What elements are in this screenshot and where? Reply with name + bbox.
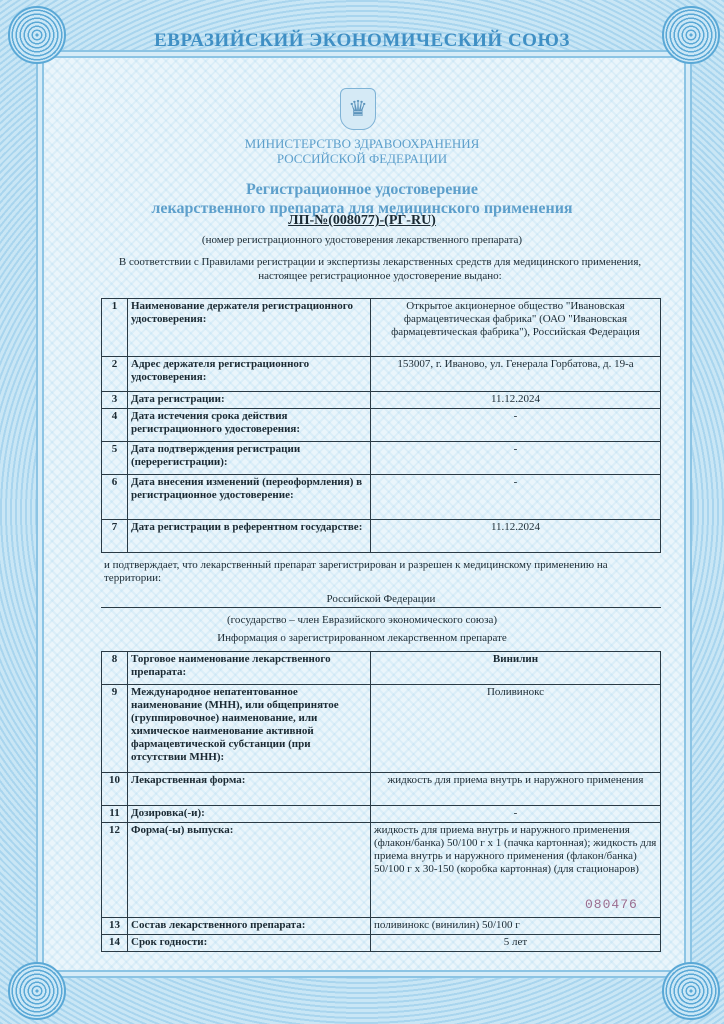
title-line-2: лекарственного препарата для медицинского применения (151, 200, 573, 217)
row-label: Состав лекарственного препарата: (128, 918, 371, 935)
ministry-line-2: РОССИЙСКОЙ ФЕДЕРАЦИИ (276, 151, 448, 166)
row-number: 10 (102, 773, 128, 806)
row-value: жидкость для приема внутрь и наружного применения (371, 773, 661, 806)
row-number: 4 (102, 409, 128, 442)
confirm-text: и подтверждает, что лекарственный препарат зарегистрирован и разрешен к медицинскому применению на территории: (104, 559, 608, 584)
row-number: 11 (102, 806, 128, 823)
table-row (102, 442, 661, 475)
ministry-line-1: МИНИСТЕРСТВО ЗДРАВООХРАНЕНИЯ (244, 136, 480, 151)
row-number: 13 (102, 918, 128, 935)
table-row (102, 392, 661, 409)
row-value: - (371, 442, 661, 475)
row-value: 11.12.2024 (371, 392, 661, 409)
row-label: Дата истечения срока действия регистрационного удостоверения: (128, 409, 371, 442)
row-number: 1 (102, 299, 128, 357)
table-row (102, 918, 661, 935)
row-value: Винилин (371, 652, 661, 685)
serial-number: 080476 (585, 897, 638, 912)
table-row (102, 409, 661, 442)
row-number: 9 (102, 685, 128, 773)
title-line-1: Регистрационное удостоверение (246, 181, 478, 198)
coat-of-arms-icon: ♛ (340, 88, 376, 130)
row-label: Международное непатентованное наименование (МНН), или общепринятое (группировочное) наименование, или химическое наименование активной фармацевтической субстанции (при отсутствии МНН): (128, 685, 371, 773)
table-row (102, 520, 661, 553)
table-row (102, 299, 661, 357)
row-value: Поливинокс (371, 685, 661, 773)
corner-rosette-bottom-right (662, 962, 720, 1020)
row-label: Дата подтверждения регистрации (перерегистрации): (128, 442, 371, 475)
registration-number-caption: (номер регистрационного удостоверения лекарственного препарата) (201, 234, 523, 246)
row-value: - (371, 806, 661, 823)
table-row (102, 475, 661, 520)
row-value: 11.12.2024 (371, 520, 661, 553)
row-label: Наименование держателя регистрационного удостоверения: (128, 299, 371, 357)
row-number: 12 (102, 823, 128, 918)
ministry-name (0, 136, 724, 166)
territory: Российской Федерации (101, 593, 661, 608)
row-number: 14 (102, 935, 128, 952)
corner-rosette-bottom-left (8, 962, 66, 1020)
row-label: Дата регистрации в референтном государстве: (128, 520, 371, 553)
table-row (102, 806, 661, 823)
row-value: жидкость для приема внутрь и наружного применения (флакон/банка) 50/100 г х 1 (пачка картонная); жидкость для приема внутрь и наружного применения (флакон/банка) 50/100 г х 30-150 (коробка картонная) (для стационаров) (371, 823, 661, 918)
row-number: 2 (102, 357, 128, 392)
row-label: Срок годности: (128, 935, 371, 952)
intro-text: В соответствии с Правилами регистрации и экспертизы лекарственных средств для медицинского применения, настоящее регистрационное удостоверение выдано: (118, 256, 642, 282)
table-row (102, 823, 661, 918)
row-number: 6 (102, 475, 128, 520)
row-label: Дозировка(-и): (128, 806, 371, 823)
holder-table (101, 298, 661, 553)
row-label: Лекарственная форма: (128, 773, 371, 806)
row-label: Дата регистрации: (128, 392, 371, 409)
row-value: - (371, 409, 661, 442)
table-row (102, 652, 661, 685)
union-header: ЕВРАЗИЙСКИЙ ЭКОНОМИЧЕСКИЙ СОЮЗ (154, 30, 570, 51)
drug-table (101, 651, 661, 952)
row-value: поливинокс (винилин) 50/100 г (371, 918, 661, 935)
row-number: 7 (102, 520, 128, 553)
territory-caption: (государство – член Евразийского экономического союза) (227, 614, 497, 626)
row-label: Торговое наименование лекарственного препарата: (128, 652, 371, 685)
table-row (102, 685, 661, 773)
drug-info-heading: Информация о зарегистрированном лекарственном препарате (217, 632, 507, 644)
row-value: Открытое акционерное общество "Ивановская фармацевтическая фабрика" (ОАО "Ивановская фармацевтическая фабрика"), Российская Федерация (371, 299, 661, 357)
table-row (102, 357, 661, 392)
row-value: 153007, г. Иваново, ул. Генерала Горбатова, д. 19-а (371, 357, 661, 392)
row-value: 5 лет (371, 935, 661, 952)
row-number: 8 (102, 652, 128, 685)
row-label: Дата внесения изменений (переоформления) в регистрационное удостоверение: (128, 475, 371, 520)
table-row (102, 773, 661, 806)
registration-number: ЛП-№(008077)-(РГ-RU) (288, 213, 436, 228)
row-number: 5 (102, 442, 128, 475)
row-label: Форма(-ы) выпуска: (128, 823, 371, 918)
table-row (102, 935, 661, 952)
row-number: 3 (102, 392, 128, 409)
row-value: - (371, 475, 661, 520)
row-label: Адрес держателя регистрационного удостоверения: (128, 357, 371, 392)
